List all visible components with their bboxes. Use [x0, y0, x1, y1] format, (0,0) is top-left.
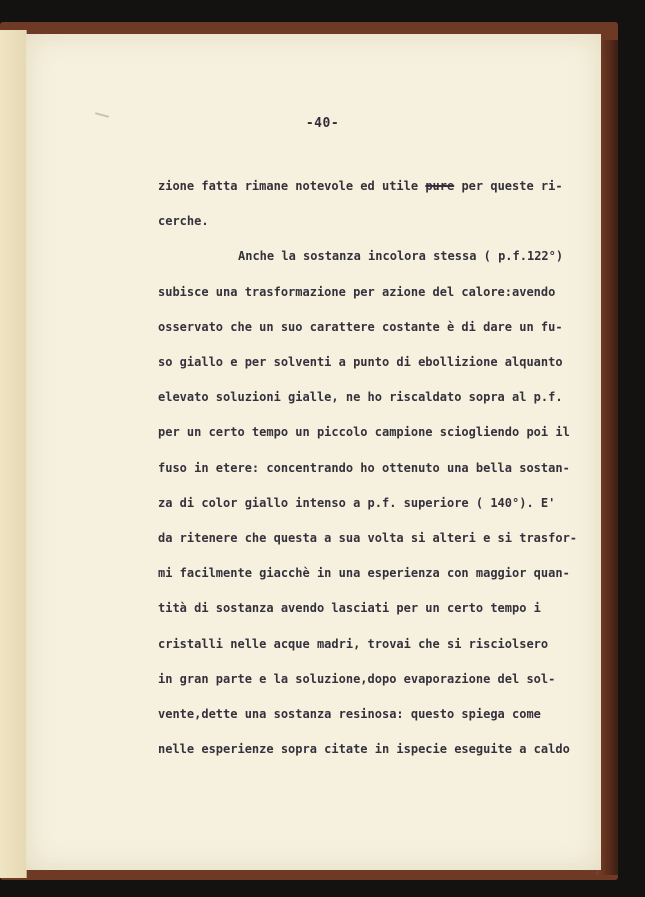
- text-segment: so giallo e per solventi a punto di ebollizione alquanto: [158, 355, 563, 369]
- left-facing-page: [0, 30, 27, 878]
- text-line: [158, 530, 577, 546]
- text-line: [158, 248, 563, 264]
- text-line: [158, 636, 548, 652]
- text-segment: elevato soluzioni gialle, ne ho riscaldato sopra al p.f.: [158, 390, 563, 405]
- text-segment: Anche la sostanza incolora stessa ( p.f.122°): [238, 249, 564, 264]
- text-segment: mi facilmente giacchè in una esperienza con maggior quan-: [158, 566, 570, 581]
- text-line: [158, 600, 541, 616]
- text-line: [158, 565, 570, 581]
- text-line: [158, 741, 570, 757]
- text-line: [158, 495, 555, 511]
- text-segment: vente,dette una sostanza resinosa: questo spiega come: [158, 707, 541, 721]
- text-line: [158, 354, 563, 370]
- text-segment: per queste ri-: [454, 179, 563, 193]
- text-line: [158, 671, 555, 687]
- text-segment: fuso in etere: concentrando ho ottenuto una bella sostan-: [158, 460, 570, 475]
- text-line: [158, 424, 570, 440]
- text-line: [158, 284, 555, 300]
- text-segment: per un certo tempo un piccolo campione sciogliendo poi il: [158, 425, 570, 440]
- text-line: [158, 460, 570, 476]
- text-line: [158, 178, 563, 194]
- text-segment: osservato che un suo carattere costante è di dare un fu-: [158, 319, 563, 334]
- text-segment: subisce una trasformazione per azione del calore:avendo: [158, 284, 556, 299]
- text-line: [158, 389, 563, 405]
- struck-word: pure: [425, 179, 455, 193]
- text-segment: cristalli nelle acque madri, trovai che si risciolsero: [158, 636, 549, 651]
- text-segment: za di color giallo intenso a p.f. superiore ( 140°). E': [158, 495, 556, 510]
- text-segment: tità di sostanza avendo lasciati per un certo tempo i: [158, 601, 541, 616]
- text-segment: cerche.: [158, 214, 209, 229]
- text-line: [158, 319, 563, 335]
- page-number: -40-: [305, 116, 340, 131]
- text-segment: nelle esperienze sopra citate in ispecie eseguite a caldo: [158, 742, 570, 757]
- text-line: [158, 706, 541, 722]
- text-segment: zione fatta rimane notevole ed utile: [158, 179, 426, 193]
- text-line: [158, 213, 209, 229]
- text-segment: in gran parte e la soluzione,dopo evaporazione del sol-: [158, 671, 556, 686]
- text-segment: da ritenere che questa a sua volta si alteri e si trasfor-: [158, 531, 578, 545]
